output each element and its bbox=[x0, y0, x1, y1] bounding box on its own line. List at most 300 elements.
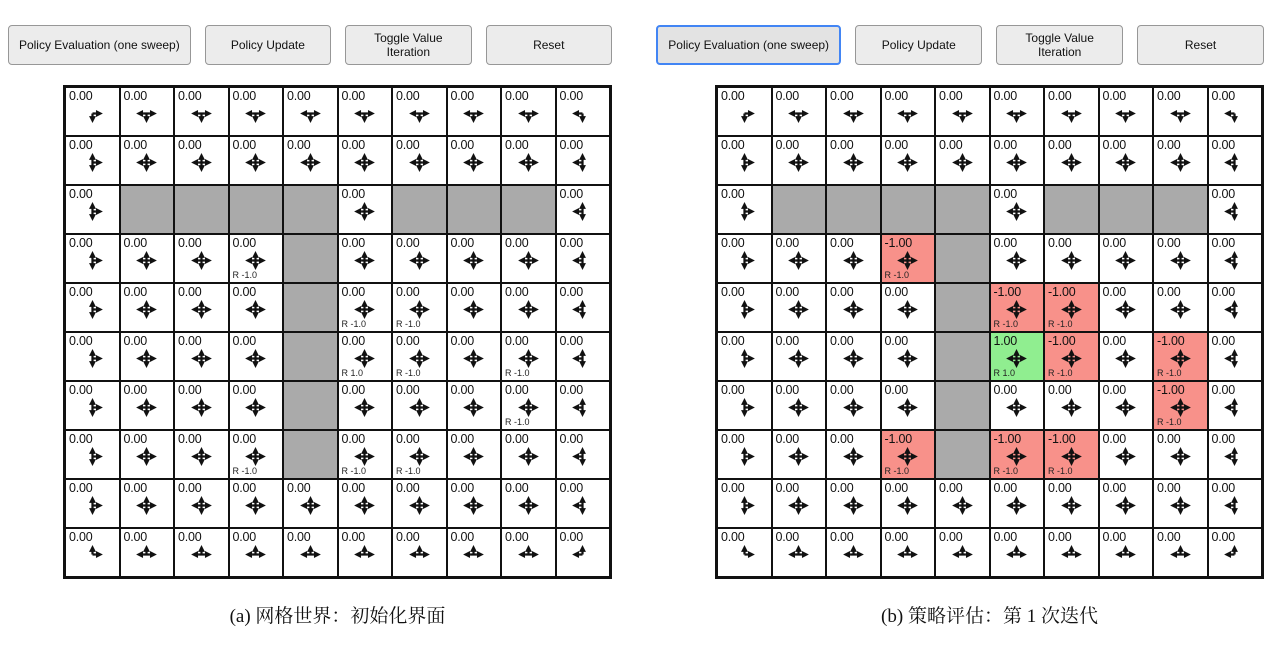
wall-cell[interactable] bbox=[826, 185, 881, 234]
policy-evaluation-button[interactable]: Policy Evaluation (one sweep) bbox=[656, 25, 841, 65]
cell-value: 0.00 bbox=[1211, 432, 1236, 446]
grid-cell[interactable] bbox=[501, 136, 556, 185]
policy-arrows bbox=[991, 251, 1044, 270]
cell-value: 0.00 bbox=[287, 481, 311, 495]
grid-cell[interactable] bbox=[392, 479, 447, 528]
wall-cell[interactable] bbox=[935, 430, 990, 479]
grid-cell[interactable] bbox=[120, 87, 175, 136]
grid-cell[interactable] bbox=[120, 528, 175, 577]
policy-arrows-icon bbox=[82, 545, 103, 564]
grid-cell[interactable] bbox=[717, 234, 772, 283]
wall-cell[interactable] bbox=[772, 185, 827, 234]
grid-cell[interactable] bbox=[65, 332, 120, 381]
grid-cell[interactable] bbox=[1153, 528, 1208, 577]
grid-cell[interactable] bbox=[556, 430, 611, 479]
grid-cell[interactable] bbox=[392, 528, 447, 577]
cell-value: -1.00 bbox=[993, 432, 1021, 446]
reward-label: R -1.0 bbox=[1048, 466, 1073, 476]
grid-cell[interactable] bbox=[772, 136, 827, 185]
grid-cell[interactable] bbox=[935, 479, 990, 528]
grid-cell[interactable] bbox=[501, 234, 556, 283]
grid-cell[interactable] bbox=[935, 136, 990, 185]
policy-arrows-icon bbox=[1006, 349, 1027, 368]
grid-cell[interactable] bbox=[1208, 430, 1263, 479]
cell-value: 0.00 bbox=[341, 285, 366, 299]
policy-arrows-icon bbox=[952, 545, 973, 564]
grid-cell[interactable] bbox=[283, 136, 338, 185]
gridworld-panel-a bbox=[8, 25, 612, 628]
grid-cell[interactable] bbox=[826, 283, 881, 332]
wall-cell[interactable] bbox=[881, 185, 936, 234]
grid-cell[interactable] bbox=[283, 87, 338, 136]
wall-cell[interactable] bbox=[229, 185, 284, 234]
grid-cell[interactable] bbox=[1208, 87, 1263, 136]
policy-arrows bbox=[557, 202, 610, 221]
grid-cell[interactable] bbox=[120, 430, 175, 479]
policy-arrows-icon bbox=[1061, 447, 1082, 466]
wall-cell[interactable] bbox=[283, 283, 338, 332]
grid-cell[interactable] bbox=[1208, 381, 1263, 430]
grid-cell[interactable] bbox=[174, 479, 229, 528]
cell-value: 0.00 bbox=[993, 530, 1018, 544]
grid-cell[interactable] bbox=[881, 430, 936, 479]
cell-value: 0.00 bbox=[775, 236, 800, 250]
grid-cell[interactable] bbox=[501, 283, 556, 332]
grid-cell[interactable] bbox=[392, 283, 447, 332]
grid-cell[interactable] bbox=[556, 283, 611, 332]
policy-arrows-icon bbox=[191, 349, 212, 368]
grid-cell[interactable] bbox=[501, 87, 556, 136]
grid-cell[interactable] bbox=[1153, 234, 1208, 283]
grid-cell[interactable] bbox=[556, 234, 611, 283]
grid-cell[interactable] bbox=[1099, 136, 1154, 185]
grid-cell[interactable] bbox=[447, 528, 502, 577]
grid-cell[interactable] bbox=[990, 430, 1045, 479]
grid-cell[interactable] bbox=[447, 234, 502, 283]
grid-cell[interactable] bbox=[1208, 332, 1263, 381]
grid-cell[interactable] bbox=[1099, 528, 1154, 577]
grid-cell[interactable] bbox=[283, 479, 338, 528]
grid-cell[interactable] bbox=[447, 479, 502, 528]
cell-value: 0.00 bbox=[1157, 481, 1181, 495]
wall-cell[interactable] bbox=[1153, 185, 1208, 234]
grid-cell[interactable] bbox=[174, 381, 229, 430]
policy-arrows bbox=[66, 300, 119, 319]
grid-cell[interactable] bbox=[1099, 332, 1154, 381]
grid-cell[interactable] bbox=[229, 381, 284, 430]
grid-cell[interactable] bbox=[826, 479, 881, 528]
grid-cell[interactable] bbox=[1153, 283, 1208, 332]
policy-arrows bbox=[339, 349, 392, 368]
policy-arrows-icon bbox=[191, 153, 212, 172]
wall-cell[interactable] bbox=[447, 185, 502, 234]
reset-button[interactable]: Reset bbox=[486, 25, 612, 65]
policy-update-button[interactable]: Policy Update bbox=[855, 25, 982, 65]
grid-cell[interactable] bbox=[1153, 87, 1208, 136]
grid-cell[interactable] bbox=[881, 87, 936, 136]
grid-cell[interactable] bbox=[556, 528, 611, 577]
grid-cell[interactable] bbox=[65, 283, 120, 332]
grid-cell[interactable] bbox=[826, 381, 881, 430]
policy-arrows-icon bbox=[788, 447, 809, 466]
grid-cell[interactable] bbox=[556, 185, 611, 234]
grid-cell[interactable] bbox=[338, 87, 393, 136]
wall-cell[interactable] bbox=[935, 185, 990, 234]
grid-cell[interactable] bbox=[120, 381, 175, 430]
grid-cell[interactable] bbox=[338, 479, 393, 528]
policy-arrows bbox=[557, 349, 610, 368]
policy-arrows bbox=[502, 349, 555, 368]
cell-value: 0.00 bbox=[123, 138, 148, 152]
policy-arrows-icon bbox=[788, 104, 809, 123]
grid-cell[interactable] bbox=[556, 479, 611, 528]
policy-arrows bbox=[230, 153, 283, 172]
grid-cell[interactable] bbox=[447, 430, 502, 479]
grid-cell[interactable] bbox=[120, 136, 175, 185]
cell-value: 0.00 bbox=[1211, 383, 1236, 397]
policy-arrows-icon bbox=[409, 300, 430, 319]
policy-arrows-icon bbox=[843, 496, 864, 515]
grid-cell[interactable] bbox=[717, 381, 772, 430]
grid-cell[interactable] bbox=[772, 528, 827, 577]
grid-cell[interactable] bbox=[772, 283, 827, 332]
cell-value: 0.00 bbox=[775, 334, 800, 348]
grid-cell[interactable] bbox=[717, 185, 772, 234]
grid-cell[interactable] bbox=[826, 136, 881, 185]
grid-cell[interactable] bbox=[65, 479, 120, 528]
grid-cell[interactable] bbox=[120, 332, 175, 381]
grid-cell[interactable] bbox=[501, 381, 556, 430]
wall-cell[interactable] bbox=[501, 185, 556, 234]
grid-cell[interactable] bbox=[990, 185, 1045, 234]
policy-arrows-icon bbox=[463, 153, 484, 172]
policy-arrows-icon bbox=[82, 349, 103, 368]
grid-cell[interactable] bbox=[772, 87, 827, 136]
grid-cell[interactable] bbox=[65, 136, 120, 185]
grid-cell[interactable] bbox=[229, 430, 284, 479]
cell-value: 0.00 bbox=[939, 89, 963, 103]
grid-cell[interactable] bbox=[229, 528, 284, 577]
grid-cell[interactable] bbox=[65, 234, 120, 283]
grid-cell[interactable] bbox=[1044, 528, 1099, 577]
grid-cell[interactable] bbox=[65, 430, 120, 479]
grid-cell[interactable] bbox=[772, 234, 827, 283]
cell-value: 0.00 bbox=[1102, 89, 1127, 103]
policy-arrows bbox=[175, 300, 228, 319]
cell-value: 0.00 bbox=[775, 138, 800, 152]
policy-arrows bbox=[502, 153, 555, 172]
policy-arrows bbox=[121, 104, 174, 123]
grid-cell[interactable] bbox=[1044, 430, 1099, 479]
policy-arrows-icon bbox=[1115, 349, 1136, 368]
grid-cell[interactable] bbox=[501, 430, 556, 479]
grid-cell[interactable] bbox=[229, 234, 284, 283]
grid-cell[interactable] bbox=[826, 87, 881, 136]
grid-cell[interactable] bbox=[338, 528, 393, 577]
grid-cell[interactable] bbox=[65, 185, 120, 234]
policy-update-button[interactable]: Policy Update bbox=[205, 25, 331, 65]
policy-arrows bbox=[718, 202, 771, 221]
toggle-value-iteration-button[interactable]: Toggle Value Iteration bbox=[996, 25, 1123, 65]
policy-arrows-icon bbox=[82, 153, 103, 172]
cell-value: 0.00 bbox=[830, 383, 854, 397]
policy-arrows bbox=[1100, 300, 1153, 319]
policy-arrows-icon bbox=[572, 251, 593, 270]
grid-cell[interactable] bbox=[1044, 87, 1099, 136]
grid-cell[interactable] bbox=[283, 528, 338, 577]
policy-arrows bbox=[936, 153, 989, 172]
policy-arrows bbox=[936, 104, 989, 123]
grid-cell[interactable] bbox=[120, 234, 175, 283]
wall-cell[interactable] bbox=[935, 381, 990, 430]
cell-value: 0.00 bbox=[721, 481, 745, 495]
cell-value: 0.00 bbox=[721, 187, 745, 201]
wall-cell[interactable] bbox=[283, 332, 338, 381]
grid-cell[interactable] bbox=[935, 87, 990, 136]
grid-cell[interactable] bbox=[881, 528, 936, 577]
grid-cell[interactable] bbox=[1099, 234, 1154, 283]
grid-cell[interactable] bbox=[1208, 528, 1263, 577]
wall-cell[interactable] bbox=[935, 283, 990, 332]
policy-arrows bbox=[991, 153, 1044, 172]
grid-cell[interactable] bbox=[392, 381, 447, 430]
wall-cell[interactable] bbox=[174, 185, 229, 234]
grid-cell[interactable] bbox=[447, 381, 502, 430]
grid-cell[interactable] bbox=[174, 234, 229, 283]
grid-cell[interactable] bbox=[1153, 479, 1208, 528]
grid-cell[interactable] bbox=[338, 283, 393, 332]
wall-cell[interactable] bbox=[1099, 185, 1154, 234]
cell-value: 0.00 bbox=[993, 187, 1018, 201]
grid-cell[interactable] bbox=[881, 381, 936, 430]
grid-cell[interactable] bbox=[1099, 381, 1154, 430]
grid-cell[interactable] bbox=[990, 283, 1045, 332]
grid-cell[interactable] bbox=[229, 136, 284, 185]
cell-value: 0.00 bbox=[830, 236, 854, 250]
cell-value: 0.00 bbox=[450, 89, 475, 103]
policy-arrows bbox=[1154, 398, 1207, 417]
grid-cell[interactable] bbox=[826, 234, 881, 283]
grid-cell[interactable] bbox=[1099, 283, 1154, 332]
grid-cell[interactable] bbox=[338, 332, 393, 381]
grid-cell[interactable] bbox=[338, 381, 393, 430]
policy-arrows bbox=[393, 398, 446, 417]
policy-arrows bbox=[121, 447, 174, 466]
grid-cell[interactable] bbox=[717, 430, 772, 479]
grid-cell[interactable] bbox=[1044, 381, 1099, 430]
grid-cell[interactable] bbox=[1153, 381, 1208, 430]
grid-cell[interactable] bbox=[1099, 87, 1154, 136]
grid-cell[interactable] bbox=[881, 332, 936, 381]
toggle-value-iteration-button[interactable]: Toggle Value Iteration bbox=[345, 25, 471, 65]
grid-cell[interactable] bbox=[990, 87, 1045, 136]
grid-cell[interactable] bbox=[338, 185, 393, 234]
policy-arrows bbox=[339, 202, 392, 221]
grid-cell[interactable] bbox=[772, 332, 827, 381]
grid-cell[interactable] bbox=[501, 332, 556, 381]
grid-cell[interactable] bbox=[1208, 234, 1263, 283]
grid-cell[interactable] bbox=[65, 87, 120, 136]
policy-arrows bbox=[230, 349, 283, 368]
grid-cell[interactable] bbox=[174, 136, 229, 185]
grid-cell[interactable] bbox=[120, 283, 175, 332]
wall-cell[interactable] bbox=[120, 185, 175, 234]
grid-cell[interactable] bbox=[392, 332, 447, 381]
grid-cell[interactable] bbox=[881, 283, 936, 332]
grid-cell[interactable] bbox=[826, 528, 881, 577]
grid-cell[interactable] bbox=[772, 479, 827, 528]
grid-cell[interactable] bbox=[229, 87, 284, 136]
grid-cell[interactable] bbox=[65, 528, 120, 577]
grid-cell[interactable] bbox=[826, 332, 881, 381]
policy-arrows-icon bbox=[1115, 398, 1136, 417]
grid-cell[interactable] bbox=[990, 479, 1045, 528]
policy-arrows-icon bbox=[191, 251, 212, 270]
policy-arrows bbox=[284, 104, 337, 123]
grid-cell[interactable] bbox=[1208, 283, 1263, 332]
grid-cell[interactable] bbox=[392, 430, 447, 479]
grid-cell[interactable] bbox=[1044, 479, 1099, 528]
grid-cell[interactable] bbox=[1153, 136, 1208, 185]
grid-cell[interactable] bbox=[447, 136, 502, 185]
grid-cell[interactable] bbox=[772, 430, 827, 479]
grid-cell[interactable] bbox=[501, 479, 556, 528]
grid-cell[interactable] bbox=[1044, 332, 1099, 381]
grid-cell[interactable] bbox=[717, 283, 772, 332]
policy-arrows bbox=[1045, 153, 1098, 172]
policy-arrows bbox=[175, 153, 228, 172]
grid-cell[interactable] bbox=[338, 234, 393, 283]
policy-arrows bbox=[175, 447, 228, 466]
grid-cell[interactable] bbox=[1099, 479, 1154, 528]
grid-cell[interactable] bbox=[881, 136, 936, 185]
wall-cell[interactable] bbox=[283, 234, 338, 283]
grid-cell[interactable] bbox=[1044, 136, 1099, 185]
cell-value: 0.00 bbox=[1211, 138, 1236, 152]
policy-arrows-icon bbox=[409, 447, 430, 466]
grid-cell[interactable] bbox=[174, 87, 229, 136]
grid-cell[interactable] bbox=[556, 332, 611, 381]
policy-arrows bbox=[448, 398, 501, 417]
grid-cell[interactable] bbox=[1153, 430, 1208, 479]
grid-cell[interactable] bbox=[935, 528, 990, 577]
wall-cell[interactable] bbox=[283, 185, 338, 234]
grid-cell[interactable] bbox=[717, 332, 772, 381]
reward-label: R -1.0 bbox=[505, 368, 530, 378]
policy-arrows-icon bbox=[788, 300, 809, 319]
policy-arrows bbox=[502, 496, 555, 515]
policy-evaluation-button[interactable]: Policy Evaluation (one sweep) bbox=[8, 25, 191, 65]
grid-cell[interactable] bbox=[1044, 234, 1099, 283]
grid-cell[interactable] bbox=[990, 136, 1045, 185]
grid-cell[interactable] bbox=[556, 381, 611, 430]
grid-cell[interactable] bbox=[556, 136, 611, 185]
grid-cell[interactable] bbox=[717, 479, 772, 528]
policy-arrows bbox=[827, 447, 880, 466]
policy-arrows-icon bbox=[82, 398, 103, 417]
grid-cell[interactable] bbox=[338, 430, 393, 479]
grid-cell[interactable] bbox=[229, 283, 284, 332]
policy-arrows bbox=[991, 398, 1044, 417]
wall-cell[interactable] bbox=[935, 332, 990, 381]
wall-cell[interactable] bbox=[392, 185, 447, 234]
grid-cell[interactable] bbox=[717, 528, 772, 577]
policy-arrows-icon bbox=[136, 300, 157, 319]
policy-arrows bbox=[1045, 104, 1098, 123]
policy-arrows bbox=[882, 496, 935, 515]
wall-cell[interactable] bbox=[283, 430, 338, 479]
grid-cell[interactable] bbox=[990, 528, 1045, 577]
policy-arrows-icon bbox=[572, 349, 593, 368]
grid-cell[interactable] bbox=[392, 87, 447, 136]
policy-arrows bbox=[991, 300, 1044, 319]
grid-cell[interactable] bbox=[447, 87, 502, 136]
policy-arrows-icon bbox=[245, 545, 266, 564]
cell-value: 0.00 bbox=[1157, 285, 1181, 299]
gridworld-panel-b bbox=[656, 25, 1264, 628]
grid-cell[interactable] bbox=[120, 479, 175, 528]
grid-cell[interactable] bbox=[338, 136, 393, 185]
grid-cell[interactable] bbox=[392, 234, 447, 283]
grid-cell[interactable] bbox=[717, 87, 772, 136]
grid-cell[interactable] bbox=[392, 136, 447, 185]
grid-cell[interactable] bbox=[447, 283, 502, 332]
grid-cell[interactable] bbox=[174, 528, 229, 577]
cell-value: 0.00 bbox=[232, 138, 257, 152]
policy-arrows-icon bbox=[191, 545, 212, 564]
grid-cell[interactable] bbox=[1208, 185, 1263, 234]
grid-cell[interactable] bbox=[990, 234, 1045, 283]
policy-arrows bbox=[66, 104, 119, 123]
policy-arrows-icon bbox=[245, 496, 266, 515]
grid-cell[interactable] bbox=[717, 136, 772, 185]
grid-cell[interactable] bbox=[772, 381, 827, 430]
grid-cell[interactable] bbox=[174, 283, 229, 332]
grid-cell[interactable] bbox=[826, 430, 881, 479]
grid-cell[interactable] bbox=[1099, 430, 1154, 479]
grid-cell[interactable] bbox=[1208, 479, 1263, 528]
wall-cell[interactable] bbox=[1044, 185, 1099, 234]
cell-value: 0.00 bbox=[1157, 236, 1181, 250]
reset-button[interactable]: Reset bbox=[1137, 25, 1264, 65]
policy-arrows bbox=[1154, 300, 1207, 319]
grid-cell[interactable] bbox=[1044, 283, 1099, 332]
grid-cell[interactable] bbox=[1208, 136, 1263, 185]
wall-cell[interactable] bbox=[935, 234, 990, 283]
grid-cell[interactable] bbox=[881, 479, 936, 528]
grid-cell[interactable] bbox=[990, 381, 1045, 430]
grid-cell[interactable] bbox=[1153, 332, 1208, 381]
grid-cell[interactable] bbox=[65, 381, 120, 430]
policy-arrows bbox=[121, 398, 174, 417]
reward-label: R -1.0 bbox=[396, 466, 421, 476]
grid-cell[interactable] bbox=[229, 332, 284, 381]
grid-cell[interactable] bbox=[501, 528, 556, 577]
policy-arrows bbox=[718, 300, 771, 319]
wall-cell[interactable] bbox=[283, 381, 338, 430]
grid-cell[interactable] bbox=[990, 332, 1045, 381]
policy-arrows-icon bbox=[572, 447, 593, 466]
policy-arrows bbox=[393, 300, 446, 319]
grid-cell[interactable] bbox=[447, 332, 502, 381]
cell-value: 0.00 bbox=[450, 138, 475, 152]
policy-arrows-icon bbox=[354, 104, 375, 123]
grid-cell[interactable] bbox=[174, 332, 229, 381]
grid-cell[interactable] bbox=[881, 234, 936, 283]
grid-cell[interactable] bbox=[229, 479, 284, 528]
grid-cell[interactable] bbox=[174, 430, 229, 479]
grid-cell[interactable] bbox=[556, 87, 611, 136]
